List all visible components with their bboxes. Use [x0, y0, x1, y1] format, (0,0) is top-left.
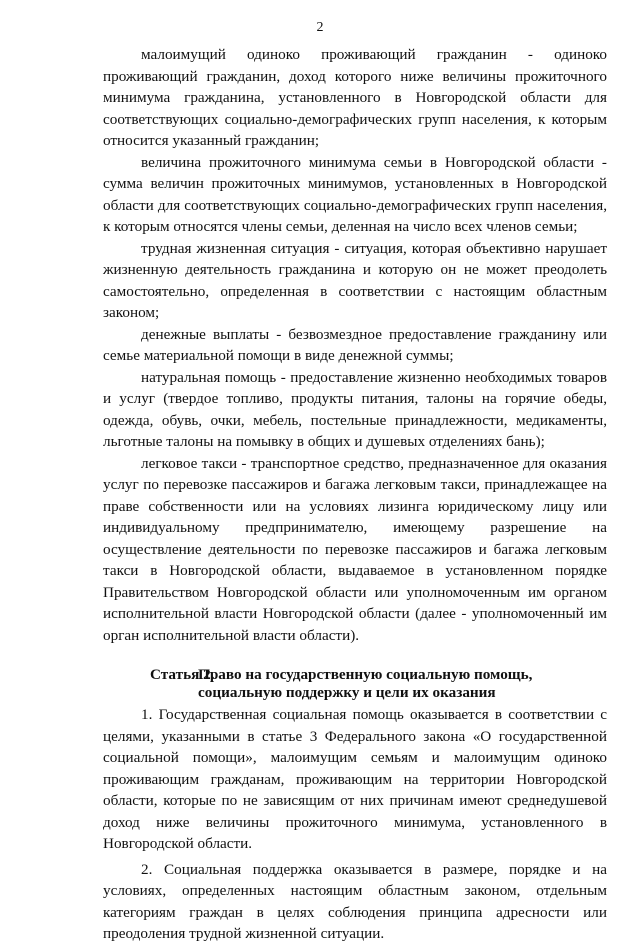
definition-paragraph: натуральная помощь - предоставление жизненно необходимых товаров и услуг (твердое топливо, продукты питания, талоны на горячие обеды, одежда, обувь, очки, мебель, постельные принадлежности, медикаменты, льготные талоны на помывку в общих и душевых отделениях бань);: [103, 368, 607, 450]
article-number: Статья 2.: [150, 666, 215, 683]
definition-paragraph: малоимущий одиноко проживающий гражданин - одиноко проживающий гражданин, доход которого ниже величины прожиточного минимума гражданина, установленного в Новгородской области для соответствующих социально-демографических групп населения, к которым относится указанный гражданин;: [103, 46, 607, 149]
article-title-line: социальную поддержку и цели их оказания: [198, 684, 496, 701]
clause-paragraph: 1. Государственная социальная помощь оказывается в соответствии с целями, указанными в статье 3 Федерального закона «О государственной социальной помощи», малоимущим семьям и малоимущим одиноко проживающим гражданам, проживающим на территории Новгородской области, которые по не зависящим от них причинам имеют среднедушевой доход ниже величины прожиточного минимума, установленного в Новгородской области.: [103, 706, 607, 852]
article-title-line: Право на государственную социальную помощь,: [198, 666, 533, 683]
definition-paragraph: легковое такси - транспортное средство, предназначенное для оказания услуг по перевозке пассажиров и багажа легковым такси, принадлежащее на праве собственности или на условиях лизинга юридическому лицу или индивидуальному предпринимателю, имеющему разрешение на осуществление деятельности по перевозке пассажиров и багажа легковым такси в Новгородской области, выдаваемое в установленном порядке Правительством Новгородской области или уполномоченным им органом исполнительной власти Новгородской области (далее - уполномоченный им орган исполнительной власти области).: [103, 454, 607, 644]
clause-paragraph: 2. Социальная поддержка оказывается в размере, порядке и на условиях, определенных настоящим областным законом, отдельным категориям граждан в целях соблюдения принципа адресности или преодоления трудной жизненной ситуации.: [103, 860, 607, 942]
article-title: [198, 666, 588, 702]
definition-paragraph: величина прожиточного минимума семьи в Новгородской области - сумма величин прожиточных минимумов, установленных в Новгородской области для соответствующих социально-демографических групп населения, к которым относятся члены семьи, деленная на число всех членов семьи;: [103, 153, 607, 235]
definition-paragraph: денежные выплаты - безвозмездное предоставление гражданину или семье материальной помощи в виде денежной суммы;: [103, 325, 607, 364]
article-heading: [103, 666, 607, 702]
document-body: [103, 44, 607, 945]
page-number: 2: [316, 20, 324, 35]
definition-paragraph: трудная жизненная ситуация - ситуация, которая объективно нарушает жизненную деятельность гражданина и которую он не может преодолеть самостоятельно, определенная в соответствии с настоящим областным законом;: [103, 239, 607, 321]
